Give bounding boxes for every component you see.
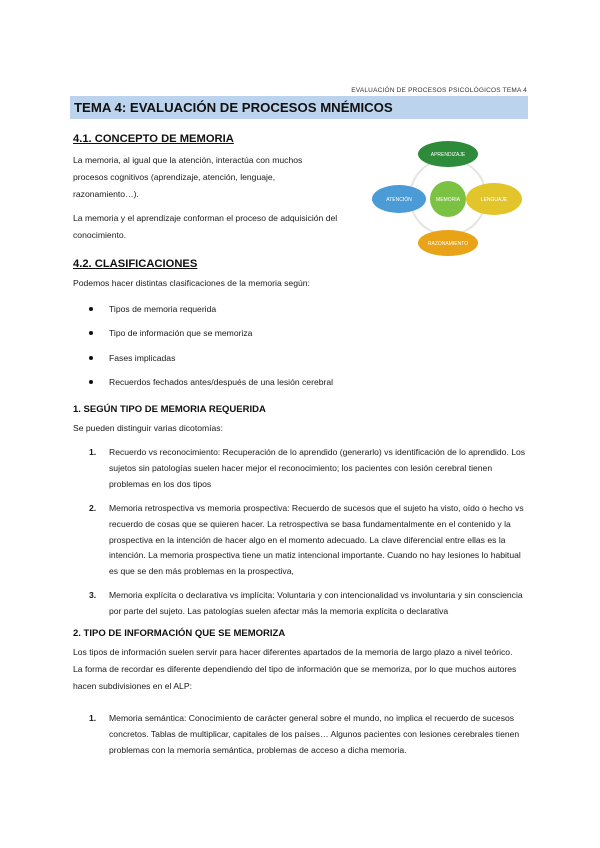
diagram-left-label: ATENCIÓN xyxy=(386,197,412,203)
page-title: TEMA 4: EVALUACIÓN DE PROCESOS MNÉMICOS xyxy=(74,100,393,115)
list-item: Tipos de memoria requerida xyxy=(89,303,333,327)
information-type-list xyxy=(89,711,526,759)
item-number: 2. xyxy=(89,502,97,513)
list-item: Fases implicadas xyxy=(89,352,333,376)
list-item xyxy=(89,711,526,759)
item-number: 1. xyxy=(89,713,97,723)
item-text: Recuerdo vs reconocimiento: Recuperación de lo aprendido (generarlo) vs identificación de lo aprendido. Los sujetos sin patologías suelen hacer mejor el reconocimiento; los pacientes con lesión cerebral tienen problemas en los dos tipos xyxy=(109,447,526,489)
section-4-1-paragraph-1: La memoria, al igual que la atención, interactúa con muchos procesos cognitivos (aprendizaje, atención, lenguaje, razonamiento…). xyxy=(73,155,303,199)
classification-list xyxy=(89,303,333,401)
section-4-2-intro: Podemos hacer distintas clasificaciones de la memoria según: xyxy=(73,278,310,288)
list-item: Recuerdos fechados antes/después de una lesión cerebral xyxy=(89,376,333,400)
list-item xyxy=(89,501,526,581)
memory-cycle-diagram xyxy=(372,137,524,257)
title-bar xyxy=(70,96,528,119)
diagram-right-label: LENGUAJE xyxy=(480,197,508,203)
list-item xyxy=(89,588,526,620)
list-item xyxy=(89,445,526,493)
diagram-center-label: MEMORIA xyxy=(436,197,460,203)
running-header: EVALUACIÓN DE PROCESOS PSICOLÓGICOS TEMA 4 xyxy=(351,87,527,94)
diagram-top-label: APRENDIZAJE xyxy=(430,152,466,158)
subsection-1-heading: 1. SEGÚN TIPO DE MEMORIA REQUERIDA xyxy=(73,404,266,415)
item-text: Memoria explícita o declarativa vs implícita: Voluntaria y con intencionalidad vs involuntaria y sin consciencia por parte del sujeto. Las patologías suelen afectar más la memoria explícita o declarativa xyxy=(109,590,523,617)
item-text: Memoria semántica: Conocimiento de carácter general sobre el mundo, no implica el recuerdo de sucesos concretos. Tablas de multiplicar, capitales de los países… Algunos pacientes con lesiones cerebrales tienen problemas con la memoria semántica, problemas de acceso a dicha memoria. xyxy=(109,713,520,755)
item-number: 3. xyxy=(89,590,97,601)
section-4-1-heading: 4.1. CONCEPTO DE MEMORIA xyxy=(73,133,234,145)
item-text: Memoria retrospectiva vs memoria prospectiva: Recuerdo de sucesos que el sujeto ha visto, oído o hecho vs recuerdo de cosas que se quieren hacer. La retrospectiva se basa fundamentalmente en el contenido y la prospectiva en la intención de hacer algo en el momento adecuado. La clave diferencial entre ellas es la intención. La memoria prospectiva tiene un matiz intencional importante. Cuando no hay lesiones lo habitual es que se den más problemas en la prospectiva, xyxy=(109,502,524,577)
list-item: Tipo de información que se memoriza xyxy=(89,327,333,351)
section-4-2-heading: 4.2. CLASIFICACIONES xyxy=(73,258,198,270)
section-4-1-paragraph-2: La memoria y el aprendizaje conforman el proceso de adquisición del conocimiento. xyxy=(73,213,338,240)
subsection-2-intro: Los tipos de información suelen servir para hacer diferentes apartados de la memoria de largo plazo a nivel teórico. La forma de recordar es diferente dependiendo del tipo de información que se memoriza, por lo que muchos autores hacen subdivisiones en el ALP: xyxy=(73,647,517,691)
subsection-2-heading: 2. TIPO DE INFORMACIÓN QUE SE MEMORIZA xyxy=(73,628,286,639)
item-number: 1. xyxy=(89,447,97,457)
subsection-1-intro: Se pueden distinguir varias dicotomías: xyxy=(73,423,223,433)
memory-type-list xyxy=(89,445,526,620)
diagram-bottom-label: RAZONAMIENTO xyxy=(427,241,469,247)
